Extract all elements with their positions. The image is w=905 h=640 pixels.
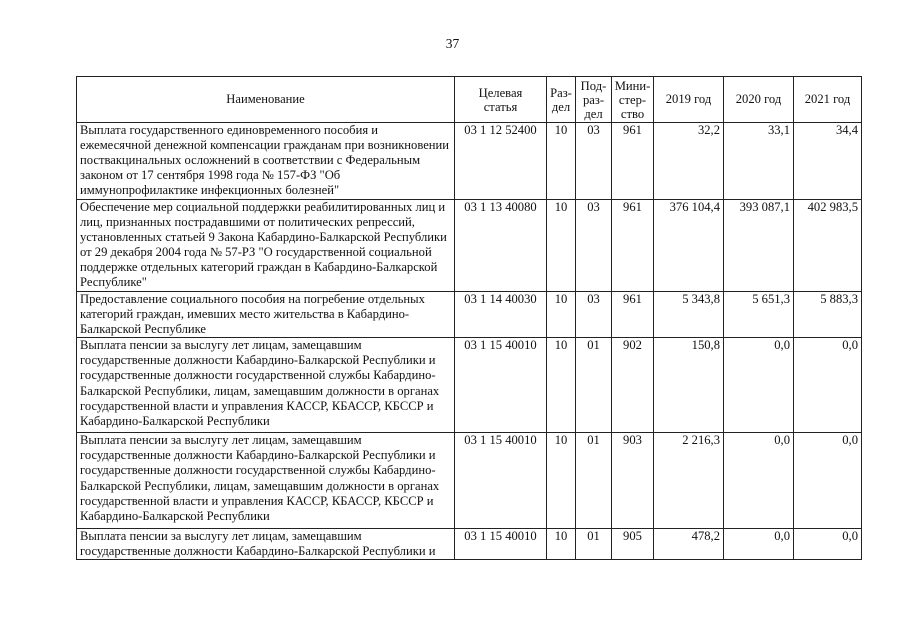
row-2020: 0,0 [724,529,794,560]
row-ministry: 961 [612,292,654,338]
row-2021: 0,0 [794,338,862,433]
row-subsection: 01 [576,433,612,529]
row-name: Выплата пенсии за выслугу лет лицам, замещавшим государственные должности Кабардино-Балкарской Республики и государственные должности государственной службы Кабардино-Балкарской Республики, лицам, замещавшим должности в органах государственной власти и управления КАССР, КБАССР, КБССР и Кабардино-Балкарской Республики [77,433,455,529]
row-target-article: 03 1 15 40010 [455,529,547,560]
row-target-article: 03 1 12 52400 [455,123,547,200]
table-header-row [77,77,862,123]
table-row [77,292,862,338]
table-row [77,200,862,292]
row-subsection: 03 [576,200,612,292]
row-name: Выплата государственного единовременного пособия и ежемесячной денежной компенсации гражданам при возникновении поствакцинальных осложнений в соответствии с Федеральным законом от 17 сентября 1998 года № 157-ФЗ "Об иммунопрофилактике инфекционных болезней" [77,123,455,200]
row-subsection: 03 [576,292,612,338]
row-2021: 0,0 [794,529,862,560]
row-2021: 402 983,5 [794,200,862,292]
row-ministry: 961 [612,123,654,200]
header-2021: 2021 год [794,77,862,123]
row-2020: 5 651,3 [724,292,794,338]
budget-table [76,76,862,560]
row-2019: 32,2 [654,123,724,200]
header-section-line: Раз- [550,85,572,100]
row-subsection: 01 [576,338,612,433]
header-2019: 2019 год [654,77,724,123]
row-section: 10 [547,292,576,338]
header-section [547,77,576,123]
row-2019: 376 104,4 [654,200,724,292]
header-ministry-line: Мини- [614,78,651,93]
page-number: 37 [445,36,460,51]
table-row [77,123,862,200]
header-target-line: Целевая [478,85,523,100]
row-ministry: 905 [612,529,654,560]
header-subsection-line: дел [584,106,603,121]
row-2020: 393 087,1 [724,200,794,292]
row-2019: 150,8 [654,338,724,433]
row-section: 10 [547,123,576,200]
row-section: 10 [547,338,576,433]
row-section: 10 [547,200,576,292]
row-2021: 5 883,3 [794,292,862,338]
row-ministry: 902 [612,338,654,433]
row-ministry: 961 [612,200,654,292]
row-ministry: 903 [612,433,654,529]
row-2020: 0,0 [724,433,794,529]
header-subsection-line: Под- [580,78,607,93]
header-ministry-line: стер- [618,92,647,107]
row-2020: 33,1 [724,123,794,200]
row-2021: 0,0 [794,433,862,529]
row-2019: 2 216,3 [654,433,724,529]
header-name: Наименование [77,77,455,123]
row-name: Предоставление социального пособия на погребение отдельных категорий граждан, имевших место жительства в Кабардино-Балкарской Республике [77,292,455,338]
row-2019: 5 343,8 [654,292,724,338]
header-target-article [455,77,547,123]
header-section-line: дел [551,99,571,114]
row-subsection: 01 [576,529,612,560]
header-target-line: статья [483,99,518,114]
row-2020: 0,0 [724,338,794,433]
row-section: 10 [547,433,576,529]
row-target-article: 03 1 15 40010 [455,433,547,529]
header-subsection [576,77,612,123]
header-ministry [612,77,654,123]
row-2021: 34,4 [794,123,862,200]
row-target-article: 03 1 15 40010 [455,338,547,433]
row-section: 10 [547,529,576,560]
row-target-article: 03 1 13 40080 [455,200,547,292]
row-name: Выплата пенсии за выслугу лет лицам, замещавшим государственные должности Кабардино-Балкарской Республики и государственные должности государственной службы Кабардино-Балкарской Республики, лицам, замещавшим должности в органах государственной власти и управления КАССР, КБАССР, КБССР и Кабардино-Балкарской Республики [77,338,455,433]
table-row [77,338,862,433]
table-row [77,433,862,529]
row-name: Выплата пенсии за выслугу лет лицам, замещавшим государственные должности Кабардино-Балкарской Республики и [77,529,455,560]
row-2019: 478,2 [654,529,724,560]
row-name: Обеспечение мер социальной поддержки реабилитированных лиц и лиц, признанных пострадавшими от политических репрессий, установленных статьей 9 Закона Кабардино-Балкарской Республики от 29 декабря 2004 года № 57-РЗ "О государственной социальной поддержке отдельных категорий граждан в Кабардино-Балкарской Республике" [77,200,455,292]
header-ministry-line: ство [620,106,645,121]
header-subsection-line: раз- [582,92,605,107]
row-subsection: 03 [576,123,612,200]
table-row [77,529,862,560]
row-target-article: 03 1 14 40030 [455,292,547,338]
header-2020: 2020 год [724,77,794,123]
